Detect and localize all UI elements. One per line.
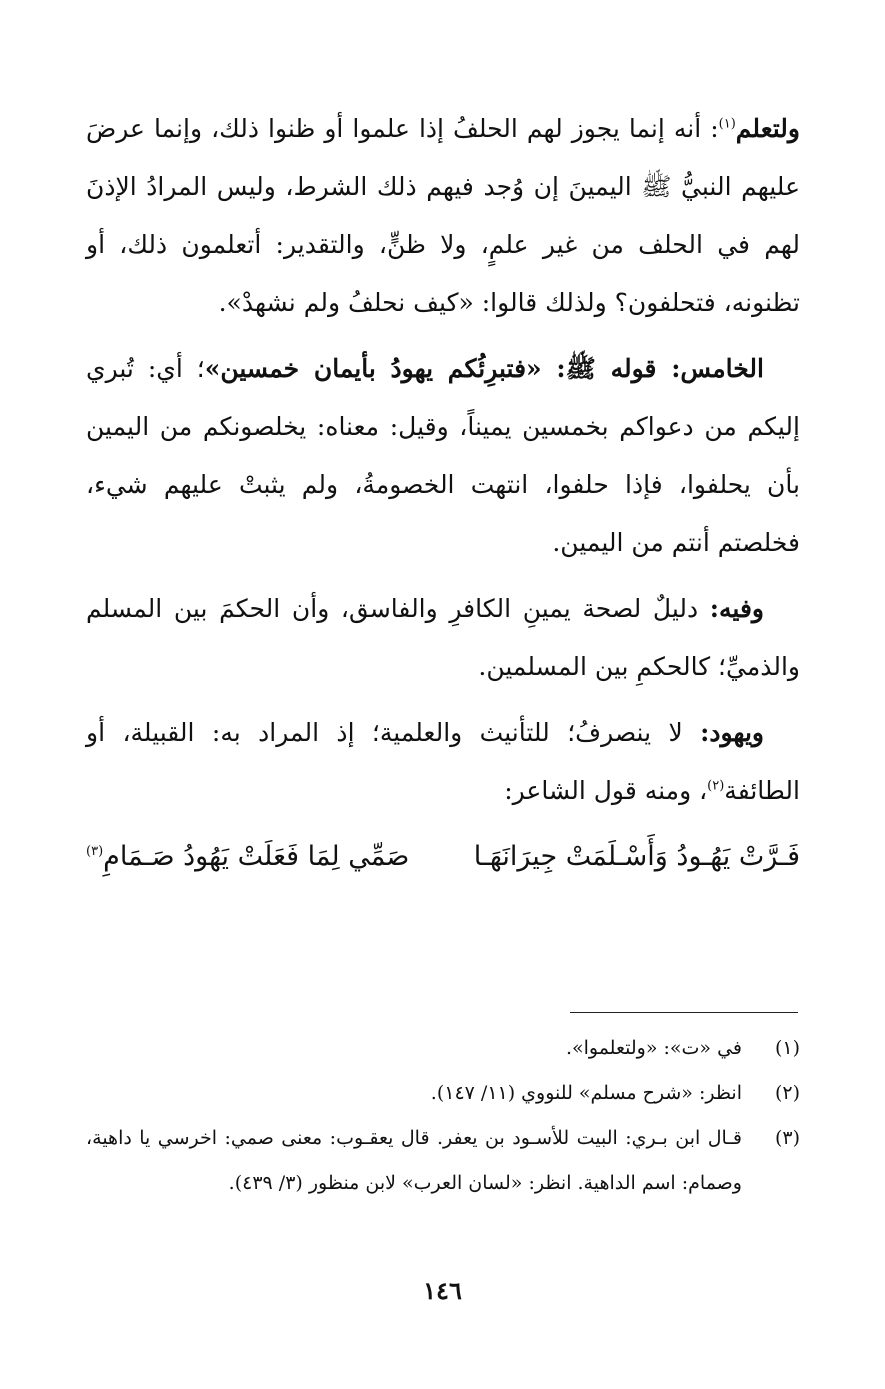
paragraph-2-text: ؛ أي: تُبري إليكم من دعواكم بخمسين يميناً، وقيل: معناه: يخلصونكم من اليمين بأن يحلفوا، فإذا حلفوا، انتهت الخصومةُ، ولم يثبتْ عليهم شيء، فخلصتم أنتم من اليمين. [86, 354, 800, 557]
main-text [86, 100, 800, 886]
footnote-text: انظر: «شرح مسلم» للنووي (١١/ ١٤٧). [430, 1082, 742, 1104]
verse-first-hemistich: فَـرَّتْ يَهُـودُ وَأَسْـلَمَتْ جِيرَانَهَـا [473, 841, 800, 872]
verse-second-hemistich [86, 828, 409, 886]
footnote-number: (١) [774, 1037, 800, 1059]
footnote-divider [570, 1012, 798, 1013]
footnote-ref-3[interactable]: (٣) [86, 844, 104, 859]
footnotes [86, 1026, 800, 1206]
footnote-number: (٣) [774, 1127, 800, 1149]
paragraph-1-lead: ولتعلم [735, 114, 800, 143]
footnote-ref-2[interactable]: (٢) [707, 778, 725, 794]
paragraph-4-text-1: لا ينصرفُ؛ للتأنيث والعلمية؛ إذ المراد به: القبيلة، أو الطائفة [86, 718, 800, 805]
paragraph-1-text: : أنه إنما يجوز لهم الحلفُ إذا علموا أو ظنوا ذلك، وإنما عرضَ عليهم النبيُّ ﷺ اليمينَ إن وُجد فيهم ذلك الشرط، وليس المرادُ الإذنَ لهم في الحلف من غير علمٍ، ولا ظنٍّ، والتقدير: أتعلمون ذلك، أو تظنونه، فتحلفون؟ ولذلك قالوا: «كيف نحلفُ ولم نشهدْ». [86, 114, 800, 317]
footnote-3 [86, 1116, 800, 1206]
footnote-text: قـال ابن بـري: البيت للأسـود بن يعفر. قال يعقـوب: معنى صمي: اخرسي يا داهية، وصمام: اسم الداهية. انظر: «لسان العرب» لابن منظور (٣/ ٤٣٩). [86, 1127, 742, 1194]
footnote-number: (٢) [774, 1082, 800, 1104]
paragraph-3 [86, 580, 800, 696]
paragraph-4-text-2: ، ومنه قول الشاعر: [504, 776, 708, 805]
paragraph-3-lead: وفيه: [709, 594, 764, 623]
paragraph-2 [86, 340, 800, 572]
footnote-1 [86, 1026, 800, 1071]
paragraph-3-text: دليلٌ لصحة يمينِ الكافرِ والفاسق، وأن الحكمَ بين المسلم والذميِّ؛ كالحكمِ بين المسلمين. [86, 594, 800, 681]
verse-second-hemistich-text: صَمِّي لِمَا فَعَلَتْ يَهُودُ صَـمَامِ [103, 841, 410, 872]
paragraph-4 [86, 704, 800, 820]
footnote-text: في «ت»: «ولتعلموا». [565, 1037, 742, 1059]
paragraph-2-lead: الخامس: قوله ﷺ: «فتبرِئُكم يهودُ بأيمان خمسين» [204, 354, 764, 383]
footnote-2 [86, 1071, 800, 1116]
paragraph-4-lead: ويهود: [700, 718, 764, 747]
paragraph-1 [86, 100, 800, 332]
poetry-verse [86, 828, 800, 886]
footnote-ref-1[interactable]: (١) [718, 116, 736, 132]
page-number: ١٤٦ [423, 1276, 462, 1305]
